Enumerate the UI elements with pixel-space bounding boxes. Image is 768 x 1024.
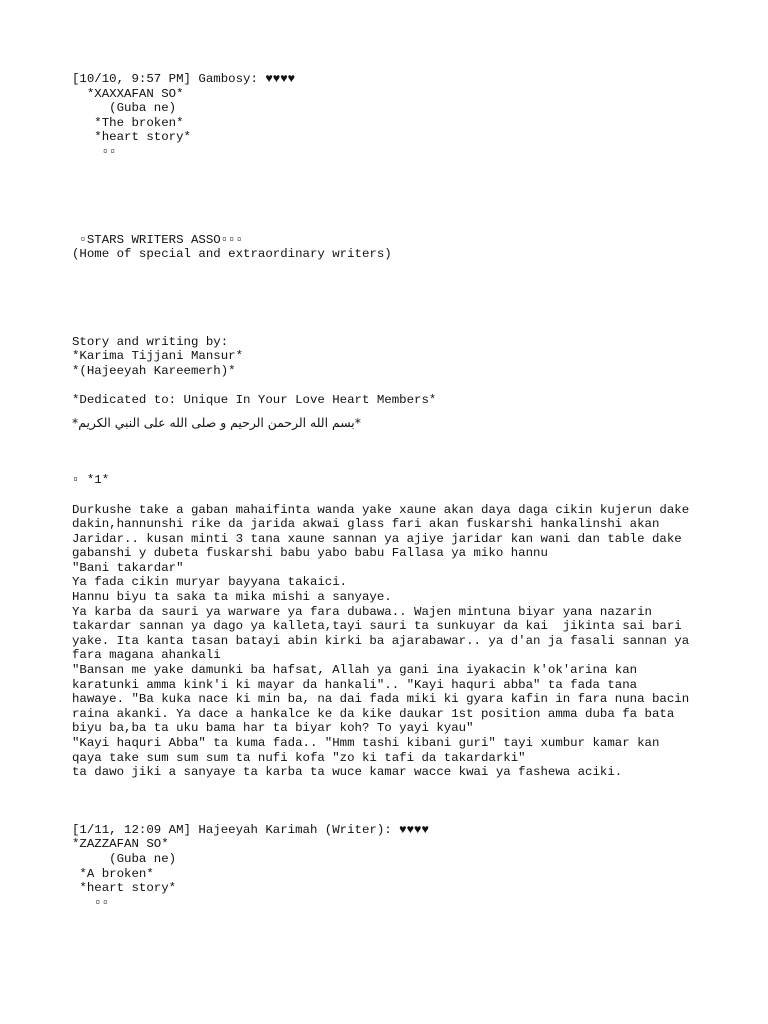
chapter-text-line: raina akanki. Ya dace a hankalce ke da kike daukar 1st position amma duba fa bata bbox=[72, 706, 675, 721]
story-tagline-1: *A broken* bbox=[72, 866, 154, 881]
chapter-text-line: takardar sannan ya dago ya kalleta,tayi sauri ta sunkuyar da kai jikinta sai bari bbox=[72, 619, 682, 634]
story-tagline-2: *heart story* bbox=[72, 130, 191, 145]
message-timestamp-line: [1/11, 12:09 AM] Hajeeyah Karimah (Writer): ♥♥♥♥ bbox=[72, 822, 429, 837]
story-title: *ZAZZAFAN SO* bbox=[72, 837, 169, 852]
decorative-glyphs: ▫▫ bbox=[72, 144, 117, 159]
chapter-text-line: yake. Ita kanta tasan batayi abin kirki ba ajarabawar.. ya d'an ja fasali sannan ya bbox=[72, 633, 690, 648]
story-title: *XAXXAFAN SO* bbox=[72, 86, 184, 101]
message-header-block bbox=[72, 72, 732, 160]
chapter-text-line: karatunki amma kink'i ki mayar da hankali".. "Kayi haquri abba" ta fada tana bbox=[72, 677, 638, 692]
chapter-text-line: ta dawo jiki a sanyaye ta karba ta wuce kamar wacce kwai ya fashewa aciki. bbox=[72, 765, 623, 780]
chapter-text-line: Ya karba da sauri ya warware ya fara dubawa.. Wajen mintuna biyar yana nazarin bbox=[72, 604, 652, 619]
author-name: *Karima Tijjani Mansur* bbox=[72, 349, 244, 364]
chapter-text-line: biyu ba,ba ta uku bama har ta biyar koh? To yayi kyau" bbox=[72, 721, 474, 736]
story-subtitle: (Guba ne) bbox=[72, 101, 177, 116]
story-subtitle: (Guba ne) bbox=[72, 851, 177, 866]
chapter-text-line: "Kayi haquri Abba" ta kuma fada.. "Hmm tashi kibani guri" tayi xumbur kamar kan bbox=[72, 736, 660, 750]
chapter-text-line: qaya take sum sum sum ta nufi kofa "zo ki tafi da takardarki" bbox=[72, 750, 526, 765]
chapter-text-line: "Bansan me yake damunki ba hafsat, Allah ya gani ina iyakacin k'ok'arina kan bbox=[72, 663, 638, 678]
chapter-text-line: Hannu biyu ta saka ta mika mishi a sanyaye. bbox=[72, 590, 392, 605]
bismillah-line: *بسم الله الرحمن الرحيم و صلى الله على النبي الكريم* bbox=[72, 414, 361, 430]
chapter-text-line: Jaridar.. kusan minti 3 tana xaune sannan ya ajiye jaridar kan wani dan table dake bbox=[72, 531, 682, 546]
message-footer-block bbox=[72, 823, 732, 911]
association-block bbox=[72, 233, 732, 262]
credits-block bbox=[72, 335, 732, 431]
message-timestamp-line: [10/10, 9:57 PM] Gambosy: ♥♥♥♥ bbox=[72, 72, 296, 86]
chapter-text-line: gabanshi y dubeta fuskarshi babu yabo babu Fallasa ya miko hannu bbox=[72, 546, 548, 561]
association-name: ▫STARS WRITERS ASSO▫▫▫ bbox=[72, 232, 244, 247]
story-tagline-1: *The broken* bbox=[72, 115, 184, 130]
association-motto: (Home of special and extraordinary writers) bbox=[72, 247, 392, 262]
decorative-glyphs: ▫▫ bbox=[72, 895, 110, 910]
author-pen-name: *(Hajeeyah Kareemerh)* bbox=[72, 363, 236, 378]
chapter-text-line: hawaye. "Ba kuka nace ki min ba, na dai fada miki ki gyara kafin in fara nuna bacin bbox=[72, 692, 690, 707]
credits-label: Story and writing by: bbox=[72, 334, 229, 349]
chapter-text-line: Durkushe take a gaban mahaifinta wanda yake xaune akan daya daga cikin kujerun dake bbox=[72, 502, 690, 517]
dedication-line: *Dedicated to: Unique In Your Love Heart Members* bbox=[72, 393, 437, 408]
story-tagline-2: *heart story* bbox=[72, 881, 177, 896]
chapter-text-line: dakin,hannunshi rike da jarida akwai glass fari akan fuskarshi hankalinshi akan bbox=[72, 517, 660, 532]
chapter-heading: ▫ *1* bbox=[72, 473, 110, 488]
chapter-text-line: Ya fada cikin muryar bayyana takaici. bbox=[72, 575, 348, 590]
chapter-block bbox=[72, 473, 732, 779]
document-page bbox=[72, 72, 732, 910]
chapter-text-line: fara magana ahankali bbox=[72, 648, 221, 663]
chapter-text-line: "Bani takardar" bbox=[72, 560, 184, 575]
